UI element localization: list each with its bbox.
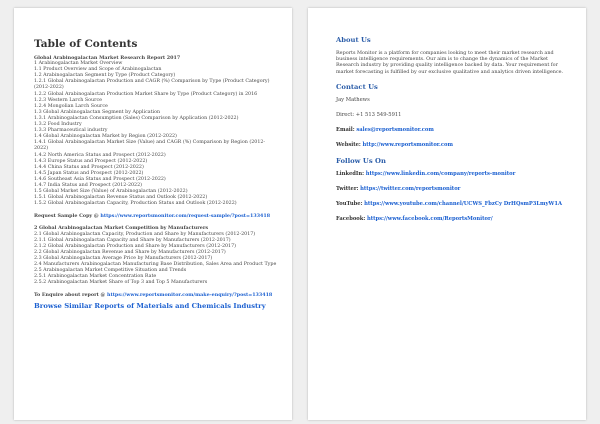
left-page (14, 8, 292, 420)
toc-item: 2.1.1 Global Arabinogalactan Capacity and Share by Manufacturers (2012-2017) (34, 237, 231, 243)
toc-item: 1.2.4 Mongolian Larch Source (34, 103, 108, 109)
website-line (336, 142, 572, 149)
toc-item: 1.2.2 Global Arabinogalactan Production Market Share by Type (Product Category) in 2016 (34, 91, 258, 97)
enquire-request (34, 292, 278, 298)
twitter-line (336, 186, 572, 193)
toc-item: 1.4.7 India Status and Prospect (2012-2022) (34, 182, 143, 188)
toc-item: 1.4.1 Global Arabinogalactan Market Size (Value) and CAGR (%) Comparison by Region (2012-2022) (34, 140, 266, 152)
left-page-content (34, 38, 278, 310)
toc-item: 1.2 Arabinogalactan Segment by Type (Product Category) (34, 73, 176, 79)
linkedin-label: LinkedIn: (336, 170, 365, 177)
toc-item: 2.1.2 Global Arabinogalactan Production and Share by Manufacturers (2012-2017) (34, 243, 237, 249)
follow-heading: Follow Us On (336, 156, 386, 165)
sample-request (34, 213, 278, 219)
youtube-link[interactable]: https://www.youtube.com/channel/UCWS_FbzCy DrHQsmP3LmyW1A (364, 200, 562, 207)
direct-label: Direct: (336, 111, 355, 118)
sample-prefix: Request Sample Copy @ (34, 213, 101, 220)
sample-link[interactable]: https://www.reportsmonitor.com/request-sample/?post=133418 (100, 213, 271, 220)
enquire-link[interactable]: https://www.reportsmonitor.com/make-enquiry/?post=133418 (107, 292, 273, 299)
toc-title: Table of Contents (34, 38, 138, 50)
toc-item: 1.2.1 Global Arabinogalactan Production and CAGR (%) Comparison by Type (Product Category) (2012-2022) (34, 79, 270, 91)
toc-item: 1.3.3 Pharmaceutical industry (34, 128, 108, 134)
toc-item: 1.4.4 China Status and Prospect (2012-2022) (34, 164, 144, 170)
email-line (336, 127, 572, 134)
toc-item: 1.4.2 North America Status and Prospect (2012-2022) (34, 152, 166, 158)
twitter-link[interactable]: https://twitter.com/reportsmonitor (360, 185, 461, 192)
contact-name (336, 97, 572, 104)
facebook-link[interactable]: https://www.facebook.com/ReportsMonitor/ (366, 215, 493, 222)
toc-item: 1.4 Global Arabinogalactan Market by Region (2012-2022) (34, 134, 177, 140)
direct-value: +1 513 549-5911 (355, 111, 402, 118)
toc-item: 1.3 Global Arabinogalactan Segment by Application (34, 109, 161, 115)
toc-item: 1 Arabinogalactan Market Overview (34, 61, 123, 67)
toc-list (34, 61, 278, 207)
toc-item: 2.3 Global Arabinogalactan Average Price by Manufacturers (2012-2017) (34, 255, 213, 261)
toc-item: 1.5.2 Global Arabinogalactan Capacity, Production Status and Outlook (2012-2022) (34, 201, 237, 207)
youtube-line (336, 201, 572, 208)
toc-item: 2.5 Arabinogalactan Market Competitive Situation and Trends (34, 268, 187, 274)
toc-item: 2.4 Manufacturers Arabinogalactan Manufacturing Base Distribution, Sales Area and Product Type (34, 262, 277, 267)
right-page-content (336, 36, 572, 231)
twitter-label: Twitter: (336, 185, 359, 192)
toc-item: 2.2 Global Arabinogalactan Revenue and Share by Manufacturers (2012-2017) (34, 249, 226, 255)
toc-item: 1.1 Product Overview and Scope of Arabinogalactan (34, 67, 162, 73)
facebook-label: Facebook: (336, 215, 366, 222)
toc-item: 1.2.3 Western Larch Source (34, 97, 102, 103)
contact-name-text: Jay Mathews (336, 96, 370, 103)
enquire-prefix: To Enquire about report @ (34, 292, 107, 299)
toc-item: 2.1 Global Arabinogalactan Capacity, Production and Share by Manufacturers (2012-2017) (34, 231, 256, 237)
browse-similar-link[interactable]: Browse Similar Reports of Materials and Chemicals Industry (34, 302, 266, 311)
about-heading: About Us (336, 36, 371, 44)
toc-item: 1.3.2 Food Industry (34, 122, 82, 128)
about-text: Reports Monitor is a platform for companies looking to meet their market research and business intelligence requirements. Our aim is to change the dynamics of the Market Research industry by providing quality intelligence backed by data. Your requirement for market forecasting is fulfilled by our exclusive qualitative and analytics driven intelligence. (336, 50, 564, 75)
toc-item: 1.4.3 Europe Status and Prospect (2012-2022) (34, 158, 148, 164)
website-link[interactable]: http://www.reportsmonitor.com (362, 141, 453, 148)
linkedin-line (336, 171, 572, 178)
report-heading: Global Arabinogalactan Market Research Report 2017 (34, 55, 181, 61)
toc-item: 1.5 Global Market Size (Value) of Arabinogalactan (2012-2022) (34, 189, 188, 195)
toc-item: 1.4.5 Japan Status and Prospect (2012-2022) (34, 170, 144, 176)
toc-item: 1.5.1 Global Arabinogalactan Revenue Status and Outlook (2012-2022) (34, 195, 208, 201)
toc-item: 1.4.6 Southeast Asia Status and Prospect (2012-2022) (34, 176, 166, 182)
section2-list (34, 232, 278, 287)
toc-item: 2.5.2 Arabinogalactan Market Share of Top 3 and Top 5 Manufacturers (34, 280, 208, 286)
youtube-label: YouTube: (336, 200, 363, 207)
right-page (308, 8, 586, 420)
email-link[interactable]: sales@reportsmonitor.com (356, 126, 434, 133)
website-label: Website: (336, 141, 361, 148)
section2-heading: 2 Global Arabinogalactan Market Competition by Manufacturers (34, 225, 209, 232)
email-label: Email: (336, 126, 355, 133)
contact-heading: Contact Us (336, 82, 378, 91)
toc-item: 2.5.1 Arabinogalactan Market Concentration Rate (34, 274, 157, 280)
direct-phone (336, 112, 572, 119)
toc-item: 1.3.1 Arabinogalactan Consumption (Sales) Comparison by Application (2012-2022) (34, 115, 239, 121)
linkedin-link[interactable]: https://www.linkedin.com/company/reports-monitor (365, 170, 516, 177)
facebook-line (336, 216, 572, 223)
